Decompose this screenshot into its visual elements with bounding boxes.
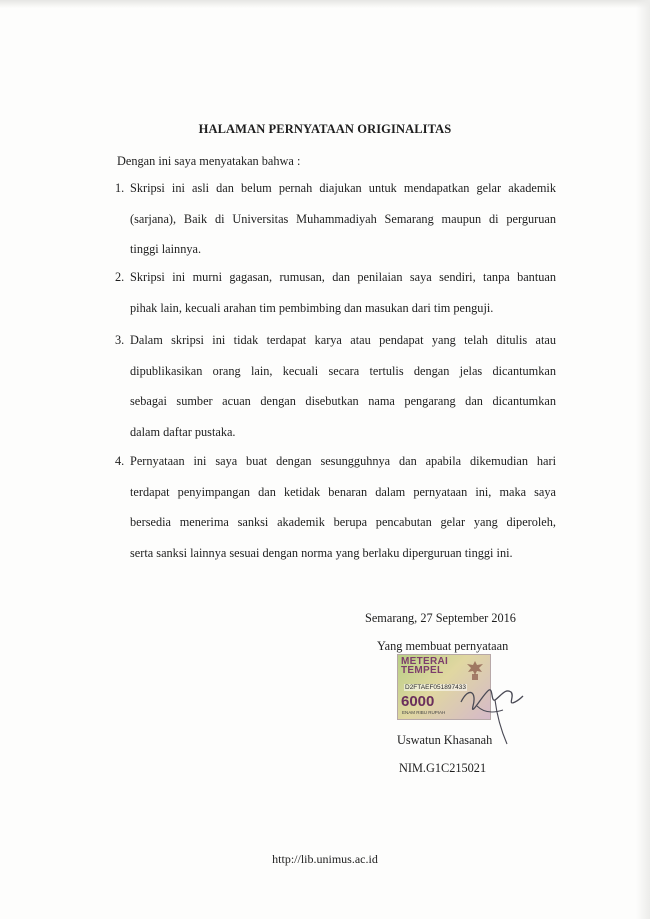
- signer-nim: NIM.G1C215021: [399, 761, 487, 775]
- item-line: dipublikasikan orang lain, kecuali secara tertulis dengan jelas dicantumkan: [130, 363, 556, 378]
- item-line: Skripsi ini asli dan belum pernah diajukan untuk mendapatkan gelar akademik: [130, 181, 556, 195]
- intro-text: Dengan ini saya menyatakan bahwa :: [117, 154, 301, 168]
- item-line: dalam daftar pustaka.: [130, 424, 236, 439]
- item-line: Dalam skripsi ini tidak terdapat karya atau pendapat yang telah ditulis atau: [130, 333, 556, 347]
- signer-name: Uswatun Khasanah: [397, 733, 493, 747]
- stamp-code: D2FTAEF051897433: [405, 684, 466, 691]
- scan-shadow-top: [0, 0, 650, 8]
- item-line: sebagai sumber acuan dengan disebutkan nama pengarang dan dicantumkan: [130, 394, 556, 409]
- item-line: Skripsi ini murni gagasan, rumusan, dan penilaian saya sendiri, tanpa bantuan: [130, 270, 556, 284]
- list-item: [130, 181, 556, 273]
- item-line: serta sanksi lainnya sesuai dengan norma yang berlaku diperguruan tinggi ini.: [130, 545, 513, 560]
- list-item: [130, 270, 556, 331]
- item-number: 4.: [115, 454, 125, 468]
- item-number: 3.: [115, 333, 125, 347]
- page-title: HALAMAN PERNYATAAN ORIGINALITAS: [198, 122, 452, 136]
- item-number: 1.: [115, 181, 125, 195]
- stamp-title-line2: TEMPEL: [401, 665, 444, 676]
- footer-url: http://lib.unimus.ac.id: [272, 852, 378, 866]
- list-item: [130, 454, 556, 576]
- scan-shadow-right: [636, 0, 650, 919]
- item-line: tinggi lainnya.: [130, 242, 202, 257]
- stamp-title: [401, 657, 448, 675]
- item-number: 2.: [115, 270, 125, 284]
- stamp-title-line1: METERAI: [401, 656, 449, 667]
- place-date: Semarang, 27 September 2016: [365, 611, 516, 625]
- item-line: Pernyataan ini saya buat dengan sesungguhnya dan apabila dikemudian hari: [130, 454, 556, 468]
- signer-role: Yang membuat pernyataan: [377, 639, 509, 653]
- list-item: [130, 333, 556, 455]
- stamp-words: ENAM RIBU RUPIAH: [402, 710, 446, 715]
- item-line: bersedia menerima sanksi akademik berupa pencabutan gelar yang diperoleh,: [130, 515, 556, 530]
- item-line: pihak lain, kecuali arahan tim pembimbing dan masukan dari tim penguji.: [130, 300, 494, 315]
- stamp-value: 6000: [401, 693, 435, 710]
- item-line: terdapat penyimpangan dan ketidak benaran dalam pernyataan ini, maka saya: [130, 484, 556, 499]
- item-line: (sarjana), Baik di Universitas Muhammadiyah Semarang maupun di perguruan: [130, 211, 556, 226]
